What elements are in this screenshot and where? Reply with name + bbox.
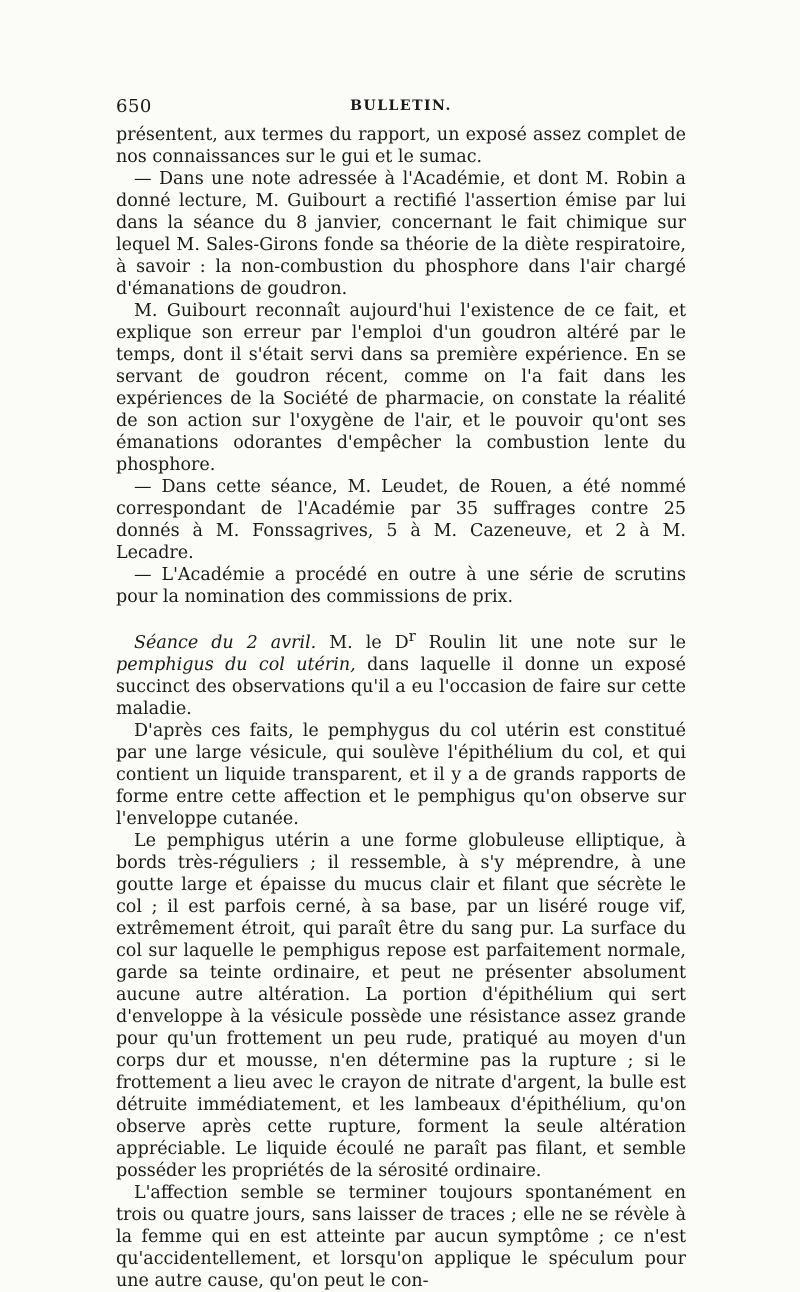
paragraph-constitution: D'après ces faits, le pemphygus du col utérin est constitué par une large vésicule, qui soulève l'épithélium du col, et qui contient un liquide transparent, et il y a de grands rapports de forme entre cette affection et le pemphigus qu'on observe sur l'enveloppe cutanée. xyxy=(116,720,686,829)
roulin-text-a: M. le D xyxy=(316,632,409,653)
paragraph-leudet-election: — Dans cette séance, M. Leudet, de Rouen, a été nommé correspondant de l'Académie par 35 suffrages contre 25 donnés à M. Fonssagrives, 5 à M. Cazeneuve, et 2 à M. Lecadre. xyxy=(116,477,686,563)
session-date: Séance du 2 avril. xyxy=(134,632,317,653)
disease-term: pemphigus du col utérin, xyxy=(116,654,356,675)
body-text xyxy=(116,124,686,1292)
paragraph-guibourt-explanation: M. Guibourt reconnaît aujourd'hui l'existence de ce fait, et explique son erreur par l'emploi d'un goudron altéré par le temps, dont il s'était servi dans sa première expérience. En se servant de goudron récent, comme on l'a fait dans les expériences de la Société de pharmacie, on constate la réalité de son action sur l'oxygène de l'air, et le pouvoir qu'ont ses émanations odorantes d'empêcher la combustion lente du phosphore. xyxy=(116,301,686,475)
page-number: 650 xyxy=(116,96,152,117)
paragraph-guibourt-note: — Dans une note adressée à l'Académie, et dont M. Robin a donné lecture, M. Guibourt a rectifié l'assertion émise par lui dans la séance du 8 janvier, concernant le fait chimique sur lequel M. Sales-Girons fonde sa théorie de la diète respiratoire, à savoir : la non-combustion du phosphore dans l'air chargé d'émanations de goudron. xyxy=(116,169,686,299)
section-gap xyxy=(116,608,686,626)
roulin-text-c: dans laquelle il donne un exposé succinct des observations qu'il a eu l'occasion de faire sur cette maladie. xyxy=(116,654,686,719)
running-title: BULLETIN. xyxy=(350,98,452,114)
page-header xyxy=(116,96,686,120)
paragraph-seance-2-avril xyxy=(116,626,686,720)
roulin-text-b: Roulin lit une note sur le xyxy=(415,632,687,653)
paragraph-scrutins: — L'Académie a procédé en outre à une série de scrutins pour la nomination des commissions de prix. xyxy=(116,565,686,607)
doctor-superscript: r xyxy=(408,628,416,645)
paragraph-description: Le pemphigus utérin a une forme globuleuse elliptique, à bords très-réguliers ; il ressemble, à s'y méprendre, à une goutte large et épaisse du mucus clair et filant que sécrète le col ; il est parfois cerné, à sa base, par un liséré rouge vif, extrêmement étroit, qui paraît être du sang pur. La surface du col sur laquelle le pemphigus repose est parfaitement normale, garde sa teinte ordinaire, et peut ne présenter absolument aucune autre altération. La portion d'épithélium qui sert d'enveloppe à la vésicule possède une résistance assez grande pour qu'un frottement un peu rude, pratiqué au moyen d'un corps dur et mousse, n'en détermine pas la rupture ; si le frottement a lieu avec le crayon de nitrate d'argent, la bulle est détruite immédiatement, et les lambeaux d'épithélium, qu'on observe après cette rupture, forment la seule altération appréciable. Le liquide écoulé ne paraît pas filant, et semble posséder les propriétés de la sérosité ordinaire. xyxy=(116,830,686,1181)
paragraph-continuation: présentent, aux termes du rapport, un exposé assez complet de nos connaissances sur le gui et le sumac. xyxy=(116,125,686,167)
paragraph-evolution: L'affection semble se terminer toujours spontanément en trois ou quatre jours, sans laisser de traces ; elle ne se révèle à la femme qui en est atteinte par aucun symptôme ; ce n'est qu'accidentellement, et lorsqu'on applique le spéculum pour une autre cause, qu'on peut le con- xyxy=(116,1182,686,1291)
